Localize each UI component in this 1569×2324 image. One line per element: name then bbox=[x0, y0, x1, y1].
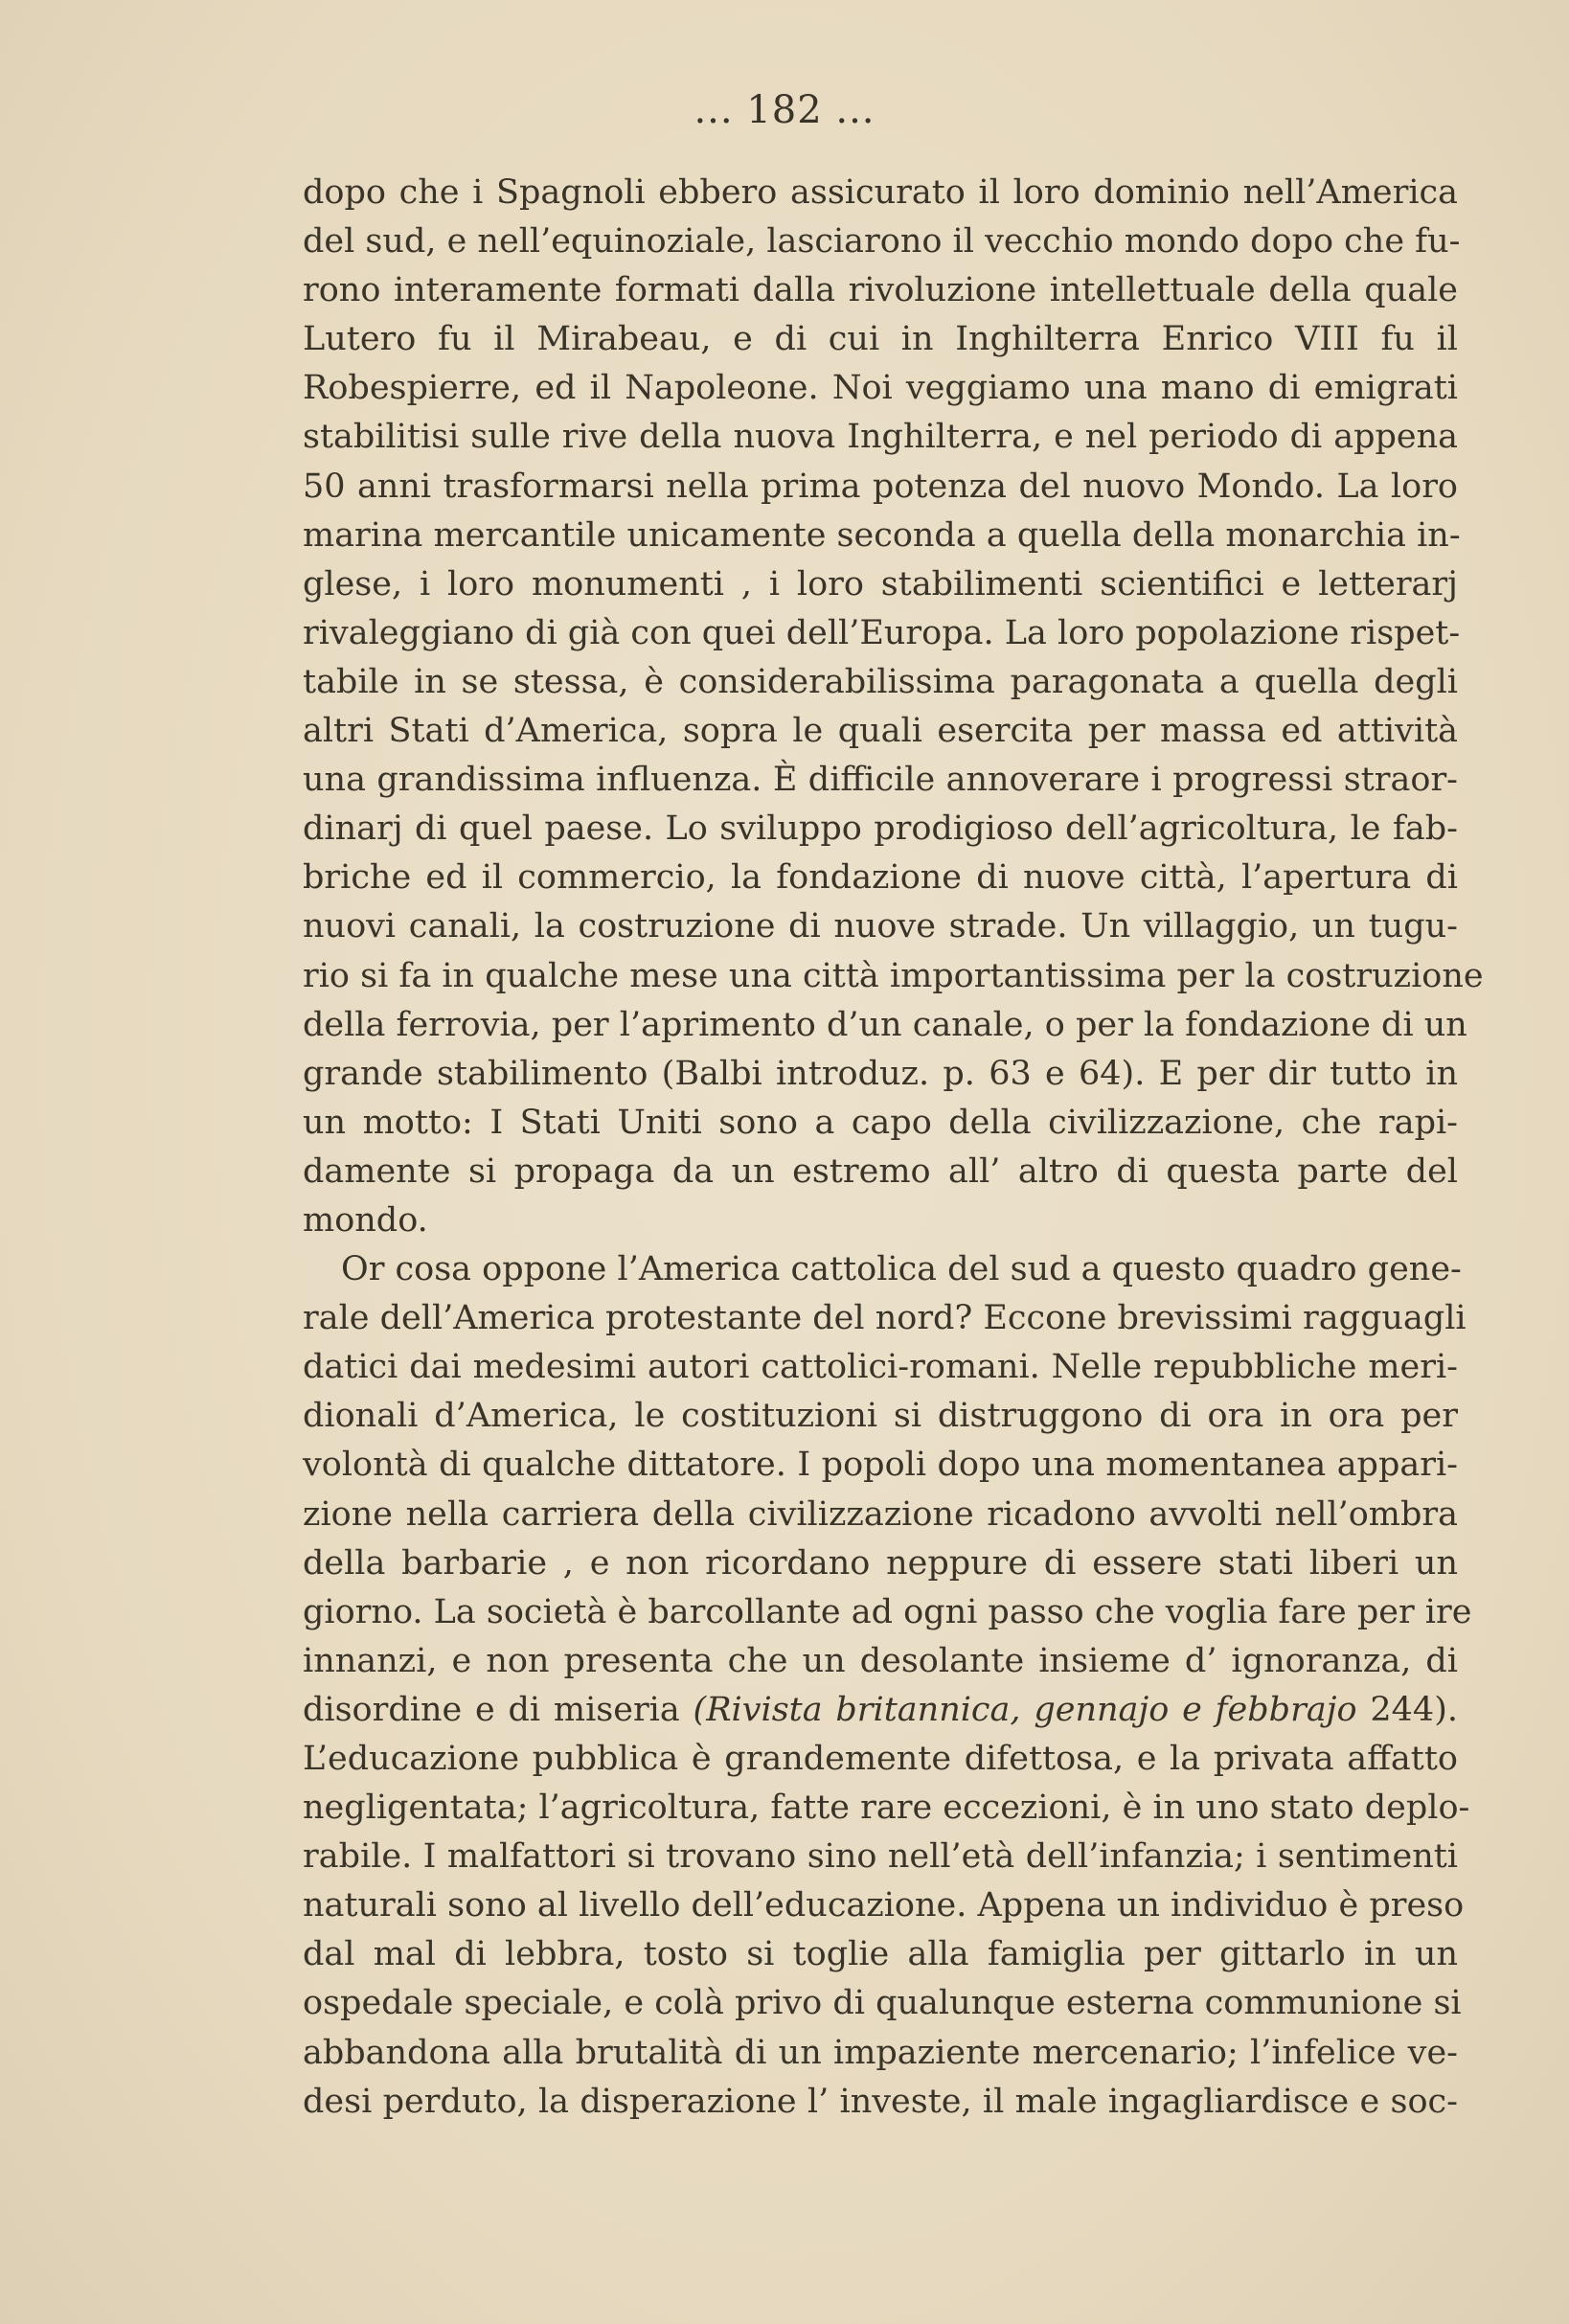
text-line: del sud, e nell’equinoziale, lasciarono il vecchio mondo dopo che fu- bbox=[303, 222, 1461, 262]
text-line: un motto: I Stati Uniti sono a capo della civilizzazione, che rapi- bbox=[303, 1103, 1458, 1142]
text-line: damente si propaga da un estremo all’ altro di questa parte del bbox=[303, 1151, 1458, 1191]
text-line: negligentata; l’agricoltura, fatte rare eccezioni, è in uno stato deplo- bbox=[303, 1789, 1470, 1828]
text-line: zione nella carriera della civilizzazione ricadono avvolti nell’ombra bbox=[303, 1494, 1458, 1534]
text-line: giorno. La società è barcollante ad ogni passo che voglia fare per ire bbox=[303, 1592, 1472, 1631]
text-line: altri Stati d’America, sopra le quali esercita per massa ed attività bbox=[303, 712, 1458, 751]
text-line: mondo. bbox=[303, 1200, 428, 1240]
text-line: della barbarie , e non ricordano neppure di essere stati liberi un bbox=[303, 1543, 1458, 1583]
text-line: datici dai medesimi autori cattolici-romani. Nelle repubbliche meri- bbox=[303, 1348, 1458, 1387]
text-segment: 244). bbox=[1356, 1690, 1458, 1729]
text-line: volontà di qualche dittatore. I popoli dopo una momentanea appari- bbox=[303, 1446, 1458, 1485]
text-line: L’educazione pubblica è grandemente difettosa, e la privata affatto bbox=[303, 1740, 1458, 1778]
text-line: Robespierre, ed il Napoleone. Noi veggiamo una mano di emigrati bbox=[303, 369, 1458, 408]
page-number: ... 182 ... bbox=[694, 88, 875, 132]
text-line: dal mal di lebbra, tosto si toglie alla famiglia per gittarlo in un bbox=[303, 1935, 1458, 1974]
text-line: dopo che i Spagnoli ebbero assicurato il loro dominio nell’America bbox=[303, 173, 1458, 212]
text-line: dionali d’America, le costituzioni si distruggono di ora in ora per bbox=[303, 1397, 1458, 1436]
text-line: una grandissima influenza. È difficile annoverare i progressi straor- bbox=[303, 761, 1458, 800]
text-line: rale dell’America protestante del nord? Eccone brevissimi ragguagli bbox=[303, 1299, 1467, 1338]
body-text bbox=[303, 169, 1484, 2127]
text-line: rio si fa in qualche mese una città importantissima per la costruzione bbox=[303, 956, 1484, 995]
text-line: Lutero fu il Mirabeau, e di cui in Inghilterra Enrico VIII fu il bbox=[303, 320, 1458, 359]
text-line: Or cosa oppone l’America cattolica del sud a questo quadro gene- bbox=[341, 1250, 1462, 1289]
citation: (Rivista britannica, gennajo e febbrajo bbox=[693, 1690, 1357, 1729]
text-line: stabilitisi sulle rive della nuova Inghilterra, e nel periodo di appena bbox=[303, 418, 1458, 457]
text-line: dinarj di quel paese. Lo sviluppo prodigioso dell’agricoltura, le fab- bbox=[303, 809, 1458, 849]
text-line-with-citation bbox=[303, 1686, 1458, 1735]
text-line: tabile in se stessa, è considerabilissima paragonata a quella degli bbox=[303, 662, 1458, 701]
text-line: grande stabilimento (Balbi introduz. p. 63 e 64). E per dir tutto in bbox=[303, 1054, 1458, 1093]
text-line: rono interamente formati dalla rivoluzione intellettuale della quale bbox=[303, 271, 1458, 310]
text-line: 50 anni trasformarsi nella prima potenza del nuovo Mondo. La loro bbox=[303, 467, 1458, 506]
text-line: naturali sono al livello dell’educazione. Appena un individuo è preso bbox=[303, 1886, 1465, 1925]
text-line: briche ed il commercio, la fondazione di nuove città, l’apertura di bbox=[303, 858, 1458, 898]
text-line: desi perduto, la disperazione l’ investe, il male ingagliardisce e soc- bbox=[303, 2082, 1458, 2121]
text-line: marina mercantile unicamente seconda a quella della monarchia in- bbox=[303, 515, 1461, 555]
text-line: ospedale speciale, e colà privo di qualunque esterna communione si bbox=[303, 1984, 1462, 2023]
text-line: della ferrovia, per l’aprimento d’un canale, o per la fondazione di un bbox=[303, 1005, 1467, 1044]
text-line: rivaleggiano di già con quei dell’Europa. La loro popolazione rispet- bbox=[303, 613, 1461, 652]
text-line: rabile. I malfattori si trovano sino nell’età dell’infanzia; i sentimenti bbox=[303, 1837, 1458, 1877]
text-line: abbandona alla brutalità di un impaziente mercenario; l’infelice ve- bbox=[303, 2033, 1458, 2072]
text-line: innanzi, e non presenta che un desolante insieme d’ ignoranza, di bbox=[303, 1641, 1458, 1680]
text-segment: disordine e di miseria bbox=[303, 1690, 694, 1729]
text-line: glese, i loro monumenti , i loro stabilimenti scientifici e letterarj bbox=[303, 564, 1458, 604]
text-line: nuovi canali, la costruzione di nuove strade. Un villaggio, un tugu- bbox=[303, 907, 1458, 946]
